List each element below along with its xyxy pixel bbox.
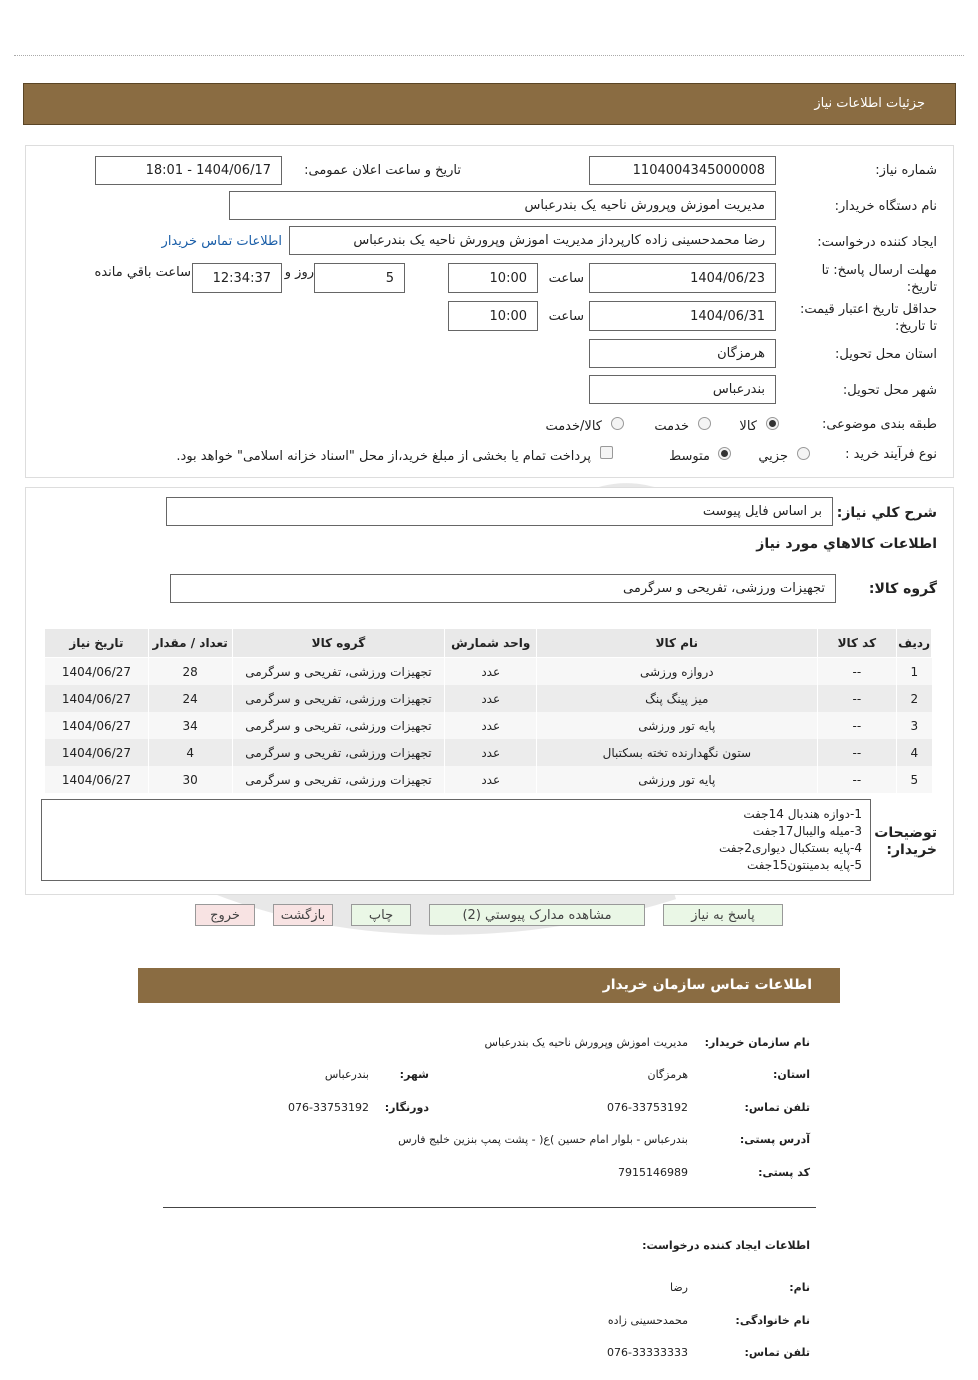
contact-province-value: هرمزگان — [647, 1068, 688, 1081]
col-header-row: رديف — [897, 629, 932, 658]
col-header-qty: تعداد / مقدار — [148, 629, 232, 658]
cell-date: 1404/06/27 — [45, 658, 149, 686]
contact-org-value: مدیریت اموزش وپرورش ناحیه یک بندرعباس — [484, 1036, 688, 1049]
cell-code: -- — [817, 739, 897, 766]
table-row — [45, 739, 932, 766]
cell-row: 2 — [897, 685, 932, 712]
category-goods-label: کالا — [739, 419, 757, 434]
exit-button[interactable]: خروج — [195, 904, 255, 926]
category-label: طبقه بندی موضوعی: — [821, 417, 937, 432]
process-medium-radio[interactable] — [718, 447, 731, 460]
contact-title: اطلاعات تماس سازمان خریدار — [602, 977, 812, 993]
category-service-radio[interactable] — [698, 417, 711, 430]
contact-address-value: بندرعباس - بلوار امام حسین )ع( - پشت پمپ بنزین خلیج فارس — [398, 1133, 688, 1146]
process-label: نوع فرآیند خرید : — [845, 447, 937, 462]
contact-phone-value: 076-33753192 — [607, 1101, 688, 1114]
deadline-label: مهلت ارسال پاسخ: تا — [821, 263, 937, 278]
buyer-note-line: 3-میله والیبال17جفت — [752, 824, 862, 838]
buyer-note-line: 5-پایه بدمینتون15جفت — [746, 858, 862, 872]
cell-qty: 28 — [148, 658, 232, 686]
validity-label-2: تا تاریخ: — [895, 319, 937, 334]
deadline-label-2: تاریخ: — [906, 280, 937, 295]
announce-datetime-field: 1404/06/17 - 18:01 — [95, 156, 282, 185]
creator-info-title: اطلاعات ایجاد کننده درخواست: — [642, 1239, 810, 1252]
announce-datetime-label: تاریخ و ساعت اعلان عمومی: — [304, 163, 461, 178]
cell-row: 3 — [897, 712, 932, 739]
contact-org-label: نام سازمان خریدار: — [704, 1036, 810, 1049]
validity-hour-label: ساعت — [548, 309, 584, 324]
creator-family-value: محمدحسینی زاده — [607, 1314, 688, 1327]
creator-family-label: نام خانوادگی: — [735, 1314, 810, 1327]
cell-qty: 4 — [148, 739, 232, 766]
general-desc-label: شرح كلي نياز: — [836, 505, 937, 521]
cell-unit: عدد — [445, 739, 537, 766]
contact-phone-label: تلفن تماس: — [744, 1101, 810, 1114]
items-table-wrapper — [44, 628, 932, 793]
process-minor-radio[interactable] — [797, 447, 810, 460]
buyer-org-label: نام دستگاه خریدار: — [834, 199, 937, 214]
deadline-date-field: 1404/06/23 — [589, 263, 776, 293]
contact-postal-value: 7915146989 — [618, 1166, 688, 1179]
remaining-time-label: ساعت باقي مانده — [94, 265, 191, 280]
col-header-date: تاریخ نیاز — [45, 629, 149, 658]
cell-unit: عدد — [445, 766, 537, 793]
category-goods-service-label: کالا/خدمت — [545, 419, 602, 434]
contact-divider — [163, 1207, 816, 1208]
table-header-row — [45, 629, 932, 658]
cell-group: تجهیزات ورزشی، تفریحی و سرگرمی — [232, 685, 445, 712]
cell-unit: عدد — [445, 685, 537, 712]
goods-info-title: اطلاعات كالاهاي مورد نياز — [756, 536, 937, 552]
process-minor-label: جزيي — [758, 449, 788, 464]
table-row — [45, 685, 932, 712]
need-number-field: 1104004345000008 — [589, 156, 776, 185]
cell-unit: عدد — [445, 712, 537, 739]
table-row — [45, 766, 932, 793]
col-header-name: نام کالا — [537, 629, 817, 658]
buyer-notes-label: توضیحات — [874, 825, 937, 841]
cell-code: -- — [817, 766, 897, 793]
cell-name: ستون نگهدارنده تخته بسکتبال — [537, 739, 817, 766]
contact-postal-label: کد پستی: — [758, 1166, 810, 1179]
buyer-contact-link[interactable]: اطلاعات تماس خریدار — [161, 234, 282, 249]
cell-code: -- — [817, 658, 897, 686]
cell-row: 1 — [897, 658, 932, 686]
col-header-unit: واحد شمارش — [445, 629, 537, 658]
general-desc-field: بر اساس فایل پیوست — [166, 497, 833, 526]
remaining-time-field: 12:34:37 — [192, 263, 282, 293]
contact-city-label: شهر: — [399, 1068, 429, 1081]
cell-qty: 34 — [148, 712, 232, 739]
cell-unit: عدد — [445, 658, 537, 686]
creator-name-value: رضا — [669, 1281, 688, 1294]
cell-code: -- — [817, 712, 897, 739]
process-medium-label: متوسط — [669, 449, 710, 464]
cell-group: تجهیزات ورزشی، تفریحی و سرگرمی — [232, 766, 445, 793]
category-service-label: خدمت — [654, 419, 689, 434]
cell-name: پایه تور ورزشی — [537, 712, 817, 739]
cell-date: 1404/06/27 — [45, 712, 149, 739]
cell-name: پایه تور ورزشی — [537, 766, 817, 793]
deadline-time-field: 10:00 — [448, 263, 538, 293]
category-goods-service-radio[interactable] — [611, 417, 624, 430]
validity-time-field: 10:00 — [448, 301, 538, 331]
cell-qty: 24 — [148, 685, 232, 712]
deadline-hour-label: ساعت — [548, 271, 584, 286]
page-title: جزئیات اطلاعات نیاز — [814, 96, 925, 111]
cell-group: تجهیزات ورزشی، تفریحی و سرگرمی — [232, 658, 445, 686]
cell-date: 1404/06/27 — [45, 766, 149, 793]
table-row — [45, 658, 932, 686]
buyer-notes-label-2: خریدار: — [886, 842, 937, 858]
cell-group: تجهیزات ورزشی، تفریحی و سرگرمی — [232, 712, 445, 739]
cell-code: -- — [817, 685, 897, 712]
buyer-notes-box — [41, 799, 871, 881]
creator-label: ایجاد کننده درخواست: — [817, 235, 937, 250]
cell-date: 1404/06/27 — [45, 685, 149, 712]
cell-group: تجهیزات ورزشی، تفریحی و سرگرمی — [232, 739, 445, 766]
cell-name: دروازه ورزشی — [537, 658, 817, 686]
cell-qty: 30 — [148, 766, 232, 793]
days-label: روز و — [284, 265, 314, 280]
creator-name-label: نام: — [789, 1281, 810, 1294]
creator-phone-value: 076-33333333 — [607, 1346, 688, 1359]
col-header-code: کد کالا — [817, 629, 897, 658]
need-number-label: شماره نیاز: — [875, 163, 937, 178]
category-goods-radio[interactable] — [766, 417, 779, 430]
back-button[interactable]: بازگشت — [273, 904, 333, 926]
buyer-org-field: مدیریت اموزش وپرورش ناحیه یک بندرعباس — [229, 191, 776, 220]
city-label: شهر محل تحویل: — [842, 383, 937, 398]
treasury-checkbox[interactable] — [600, 446, 613, 459]
view-attachments-button[interactable]: مشاهده مدارک پیوستي (2) — [429, 904, 645, 926]
top-divider — [14, 55, 964, 56]
reply-button[interactable]: پاسخ به نياز — [663, 904, 783, 926]
contact-fax-value: 076-33753192 — [288, 1101, 369, 1114]
contact-province-label: استان: — [773, 1068, 810, 1081]
province-field: هرمزگان — [589, 339, 776, 368]
buyer-note-line: 1-دوازه هندبال 14جفت — [743, 807, 862, 821]
creator-phone-label: تلفن تماس: — [744, 1346, 810, 1359]
contact-header — [138, 968, 840, 1003]
creator-field: رضا محمدحسینی زاده کارپرداز مدیریت اموزش وپرورش ناحیه یک بندرعباس — [289, 226, 776, 255]
treasury-note: پرداخت تمام یا بخشی از مبلغ خرید،از محل "اسناد خزانه اسلامی" خواهد بود. — [176, 449, 591, 464]
days-remaining-field: 5 — [314, 263, 405, 293]
city-field: بندرعباس — [589, 375, 776, 404]
goods-group-field: تجهیزات ورزشی، تفریحی و سرگرمی — [170, 574, 836, 603]
contact-city-value: بندرعباس — [324, 1068, 369, 1081]
page-header — [23, 83, 956, 125]
col-header-group: گروه کالا — [232, 629, 445, 658]
buyer-note-line: 4-پایه بستکبال دیواری2جفت — [719, 841, 862, 855]
cell-row: 5 — [897, 766, 932, 793]
validity-label: حداقل تاریخ اعتبار قیمت: — [799, 302, 937, 317]
contact-fax-label: دورنگار: — [384, 1101, 429, 1114]
print-button[interactable]: چاپ — [351, 904, 411, 926]
province-label: استان محل تحویل: — [835, 347, 937, 362]
items-table — [44, 628, 932, 793]
contact-address-label: آدرس پستی: — [739, 1133, 810, 1146]
validity-date-field: 1404/06/31 — [589, 301, 776, 331]
cell-row: 4 — [897, 739, 932, 766]
goods-group-label: گروه کالا: — [868, 581, 937, 597]
cell-name: میز پینگ پنگ — [537, 685, 817, 712]
table-row — [45, 712, 932, 739]
cell-date: 1404/06/27 — [45, 739, 149, 766]
